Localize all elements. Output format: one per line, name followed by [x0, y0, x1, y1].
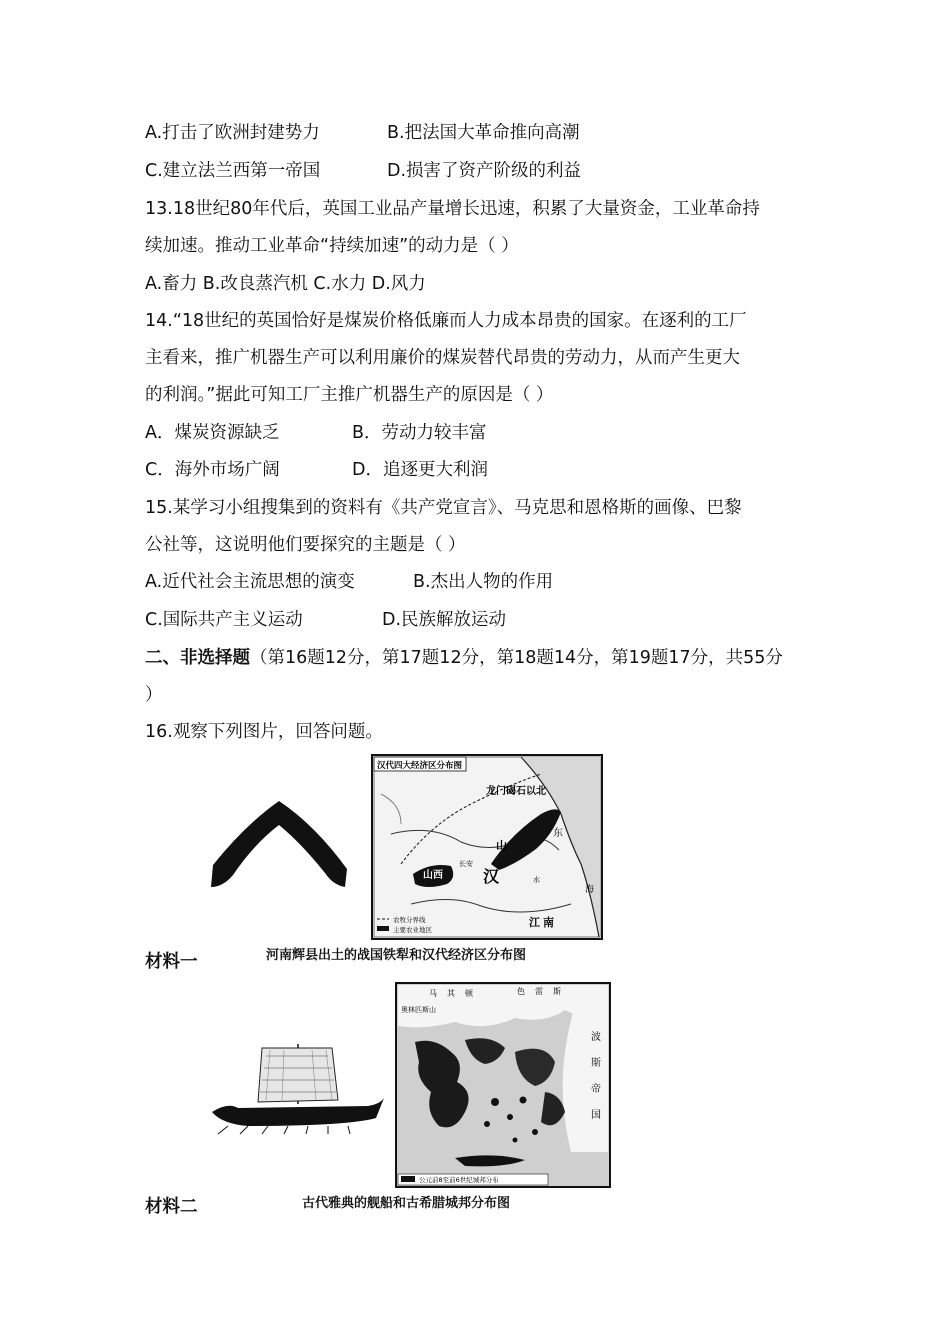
map1-label-9: 水: [533, 876, 540, 884]
map1-label-3: 山西: [423, 870, 443, 881]
map2-label-0: 马: [429, 989, 437, 998]
map1-label-2: 东: [553, 828, 563, 839]
map1-title: 汉代四大经济区分布图: [377, 761, 463, 771]
map1-label-1: 山: [496, 839, 507, 852]
q15-option-d: D.民族解放运动: [382, 610, 507, 630]
athenian-ship-image: [208, 1040, 384, 1136]
q14-option-c: C．海外市场广阔: [145, 460, 280, 480]
material2-label: 材料二: [145, 1197, 198, 1217]
map2-legend: 公元前8至前6世纪城邦分布: [419, 1176, 499, 1184]
q13-options: A.畜力 B.改良蒸汽机 C.水力 D.风力: [145, 274, 426, 294]
section2-note: （第16题12分，第17题12分，第18题14分，第19题17分，共55分: [250, 648, 783, 668]
map1-legend-1: 主要农业地区: [393, 926, 432, 934]
map1-label-4: 汉: [483, 867, 500, 886]
q12-option-b: B.把法国大革命推向高潮: [387, 123, 580, 143]
q12-option-a: A.打击了欧洲封建势力: [145, 123, 320, 143]
map2-label-6: 奥林匹斯山: [401, 1006, 436, 1014]
map1-label-0: 龙门碣石以北: [486, 786, 546, 797]
q14-stem-line2: 主看来，推广机器生产可以利用廉价的煤炭替代昂贵的劳动力，从而产生更大: [145, 348, 740, 368]
q12-option-d: D.损害了资产阶级的利益: [387, 161, 582, 181]
map2-label-7: 波: [591, 1032, 601, 1043]
han-economic-map: [371, 754, 603, 940]
greek-citystates-map: [395, 982, 611, 1188]
q14-option-a: A．煤炭资源缺乏: [145, 423, 280, 443]
q12-option-c: C.建立法兰西第一帝国: [145, 161, 321, 181]
map2-label-1: 其: [447, 989, 455, 998]
q15-stem-line2: 公社等，这说明他们要探究的主题是（ ）: [145, 535, 466, 555]
map2-label-3: 色: [517, 987, 525, 996]
q16-stem: 16.观察下列图片，回答问题。: [145, 722, 383, 742]
iron-plough-image: [205, 795, 353, 895]
q15-stem-line1: 15.某学习小组搜集到的资料有《共产党宣言》、马克思和恩格斯的画像、巴黎: [145, 498, 742, 518]
map1-label-7: 南: [543, 916, 554, 929]
map1-legend-0: 农牧分界线: [393, 916, 426, 924]
q14-stem-line3: 的利润。”据此可知工厂主推广机器生产的原因是（ ）: [145, 385, 554, 405]
map1-label-5: 长安: [459, 860, 473, 868]
map2-label-9: 帝: [591, 1084, 601, 1095]
q15-option-b: B.杰出人物的作用: [413, 572, 554, 592]
q13-stem-line1: 13.18世纪80年代后，英国工业品产量增长迅速，积累了大量资金，工业革命持: [145, 199, 760, 219]
material2-caption: 古代雅典的舰船和古希腊城邦分布图: [302, 1196, 511, 1211]
q14-stem-line1: 14.“18世纪的英国恰好是煤炭价格低廉而人力成本昂贵的国家。在逐利的工厂: [145, 311, 747, 331]
map2-label-2: 顿: [465, 989, 473, 998]
section2-title: 二、非选择题: [145, 648, 250, 668]
map2-label-10: 国: [591, 1110, 601, 1121]
q14-option-b: B．劳动力较丰富: [352, 423, 487, 443]
q13-stem-line2: 续加速。推动工业革命“持续加速”的动力是（ ）: [145, 236, 519, 256]
material1-label: 材料一: [145, 952, 198, 972]
map2-label-8: 斯: [591, 1058, 601, 1069]
map1-label-6: 江: [529, 916, 540, 929]
map1-label-8: 海: [585, 885, 595, 895]
section2-note-cont: ）: [145, 685, 163, 705]
q14-option-d: D．追逐更大利润: [352, 460, 488, 480]
material1-caption: 河南辉县出土的战国铁犁和汉代经济区分布图: [266, 948, 527, 963]
q15-option-a: A.近代社会主流思想的演变: [145, 572, 355, 592]
q15-option-c: C.国际共产主义运动: [145, 610, 303, 630]
map2-label-5: 斯: [553, 987, 561, 996]
section2-heading: [145, 646, 783, 670]
map2-label-4: 雷: [535, 987, 543, 996]
